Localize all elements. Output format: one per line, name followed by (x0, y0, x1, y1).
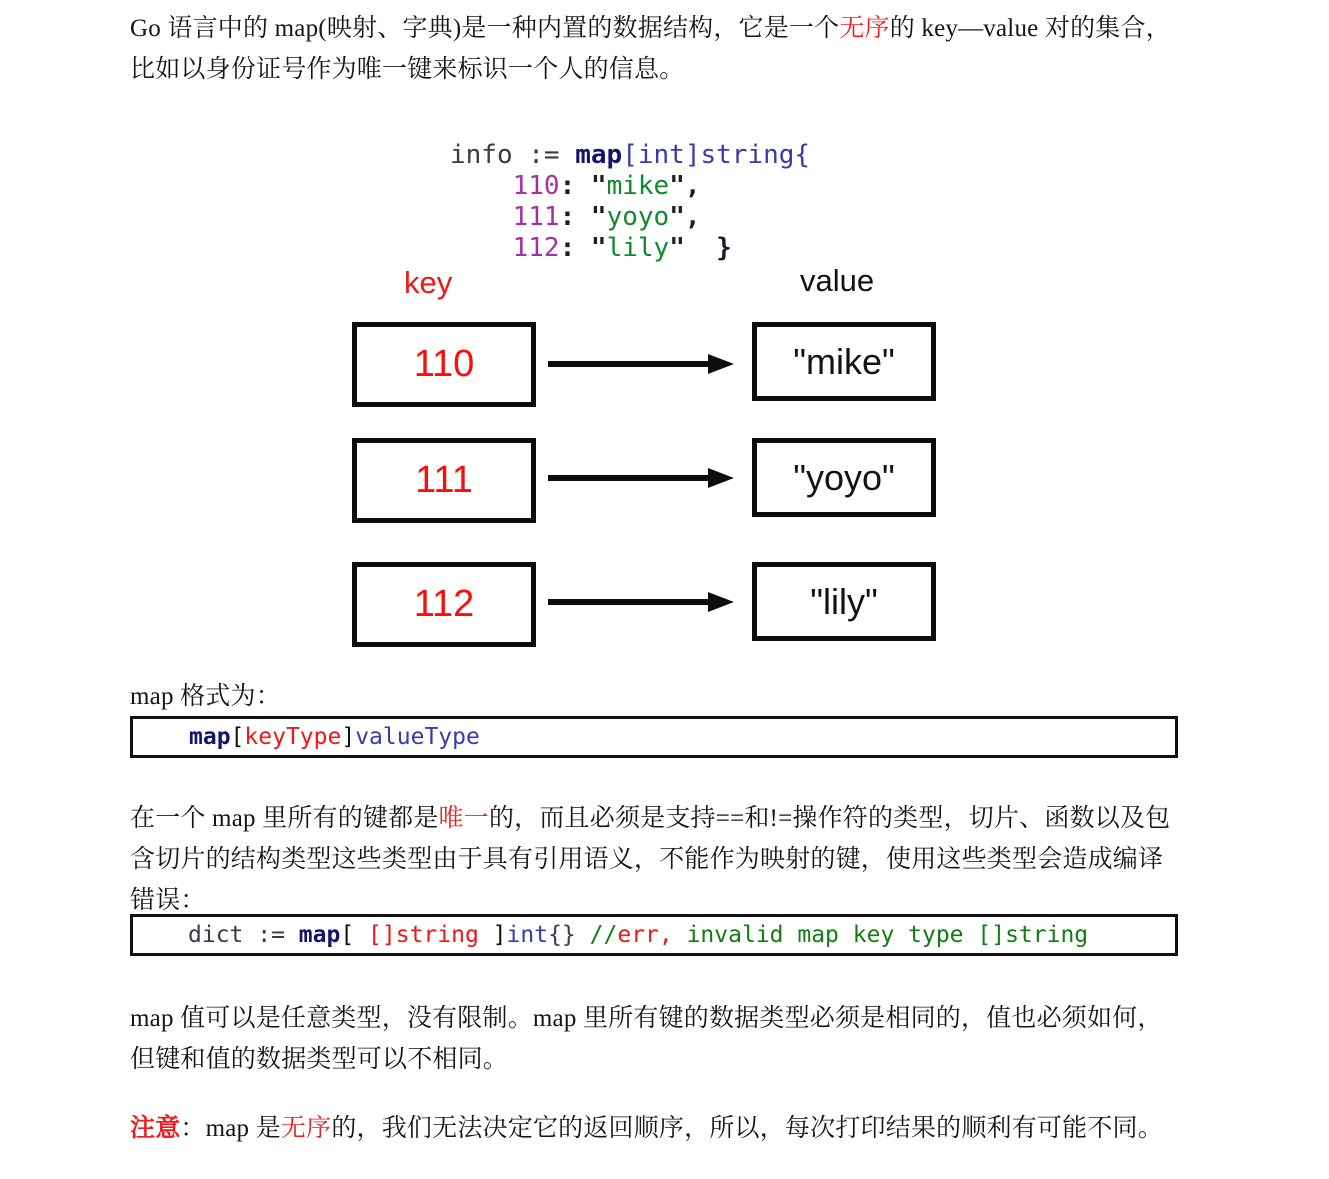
paragraph-note (130, 1108, 1190, 1149)
dict-identifier: dict := (188, 922, 285, 948)
snippet-entry-key-2: 112 (512, 233, 560, 263)
format-label: map 格式为： (130, 683, 281, 710)
snippet-keyword-map: map (575, 140, 623, 170)
snippet-identifier: info := (450, 140, 560, 170)
diagram-value-box: "lily" (752, 562, 936, 641)
dict-comment-slashes: // (589, 922, 618, 948)
diagram-key-box: 111 (352, 438, 536, 523)
snippet-entry-colon-2: : (559, 233, 576, 263)
dict-keyword-map: map (298, 922, 341, 948)
diagram-key-box: 112 (352, 562, 536, 647)
code-block-map-format (130, 716, 1178, 758)
dict-close-bracket: ] (478, 922, 507, 948)
snippet-entry-colon-0: : (559, 171, 576, 201)
format-keyword-map: map (189, 724, 231, 750)
snippet-entry-value-0: mike (606, 171, 670, 201)
arrow-right-icon (548, 590, 734, 614)
note-text-part-2: 的，我们无法决定它的返回顺序，所以，每次打印结果的顺利有可能不同。 (331, 1115, 1163, 1142)
dict-comment-rest: invalid map key type []string (672, 922, 1089, 948)
intro-text-part-1: Go 语言中的 map(映射、字典)是一种内置的数据结构，它是一个 (130, 15, 840, 42)
intro-text-part-2: 的 key—value 对的集合，比如以身份证号作为唯一键来标识一个人的信息。 (130, 15, 1171, 83)
format-key-type: keyType (244, 724, 342, 750)
arrow-right-icon (548, 352, 734, 376)
arrow-right-icon (548, 466, 734, 490)
snippet-close-brace: } (716, 233, 732, 263)
snippet-entry-value-1: yoyo (606, 202, 670, 232)
unique-highlight-weiyi: 唯一 (438, 805, 489, 832)
snippet-entry-key-1: 111 (512, 202, 560, 232)
diagram-key-label: key (404, 265, 453, 300)
format-open-bracket: [ (230, 724, 245, 750)
snippet-entry-comma-0: , (684, 171, 701, 201)
diagram-value-box: "yoyo" (752, 438, 936, 517)
snippet-quote-close-0: " (669, 171, 685, 201)
unique-text-part-2: 的，而且必须是支持==和!=操作符的类型，切片、函数以及包含切片的结构类型这些类型由于具有引用语义，不能作为映射的键，使用这些类型会造成编译错误： (130, 805, 1171, 914)
note-highlight-wuxu: 无序 (280, 1115, 332, 1142)
snippet-entry-value-2: lily (606, 233, 670, 263)
snippet-entry-comma-1: , (684, 202, 701, 232)
snippet-open-bracket: [ (622, 140, 638, 170)
snippet-quote-close-2: " (669, 233, 685, 263)
paragraph-value-types: map 值可以是任意类型，没有限制。map 里所有键的数据类型必须是相同的，值也必须如何，但键和值的数据类型可以不相同。 (130, 1005, 1163, 1073)
snippet-quote-open-1: " (590, 202, 607, 232)
format-close-bracket: ] (341, 724, 356, 750)
code-snippet-map-literal (450, 140, 810, 264)
snippet-value-type: string{ (700, 140, 811, 170)
format-value-type: valueType (355, 724, 480, 750)
dict-key-type: []string (368, 922, 479, 948)
snippet-entry-key-0: 110 (512, 171, 560, 201)
paragraph-unique-keys (130, 798, 1178, 921)
code-block-invalid-key (130, 914, 1178, 956)
note-prefix: 注意 (130, 1115, 181, 1142)
snippet-quote-open-0: " (590, 171, 607, 201)
diagram-key-box: 110 (352, 322, 536, 407)
dict-comment-err: err, (617, 922, 673, 948)
diagram-value-label: value (800, 263, 875, 298)
dict-value-type: int (506, 922, 549, 948)
unique-text-part-1: 在一个 map 里所有的键都是 (130, 805, 439, 832)
dict-open-bracket: [ (340, 922, 369, 948)
snippet-close-bracket: ] (684, 140, 701, 170)
paragraph-intro (130, 8, 1180, 90)
snippet-quote-close-1: " (669, 202, 685, 232)
diagram-value-box: "mike" (752, 322, 936, 401)
snippet-entry-colon-1: : (559, 202, 576, 232)
dict-braces: {} (548, 922, 576, 948)
snippet-quote-open-2: " (590, 233, 607, 263)
snippet-key-type: int (637, 140, 685, 170)
intro-highlight-wuxu: 无序 (839, 15, 890, 42)
note-text-part-1: ：map 是 (180, 1115, 281, 1142)
